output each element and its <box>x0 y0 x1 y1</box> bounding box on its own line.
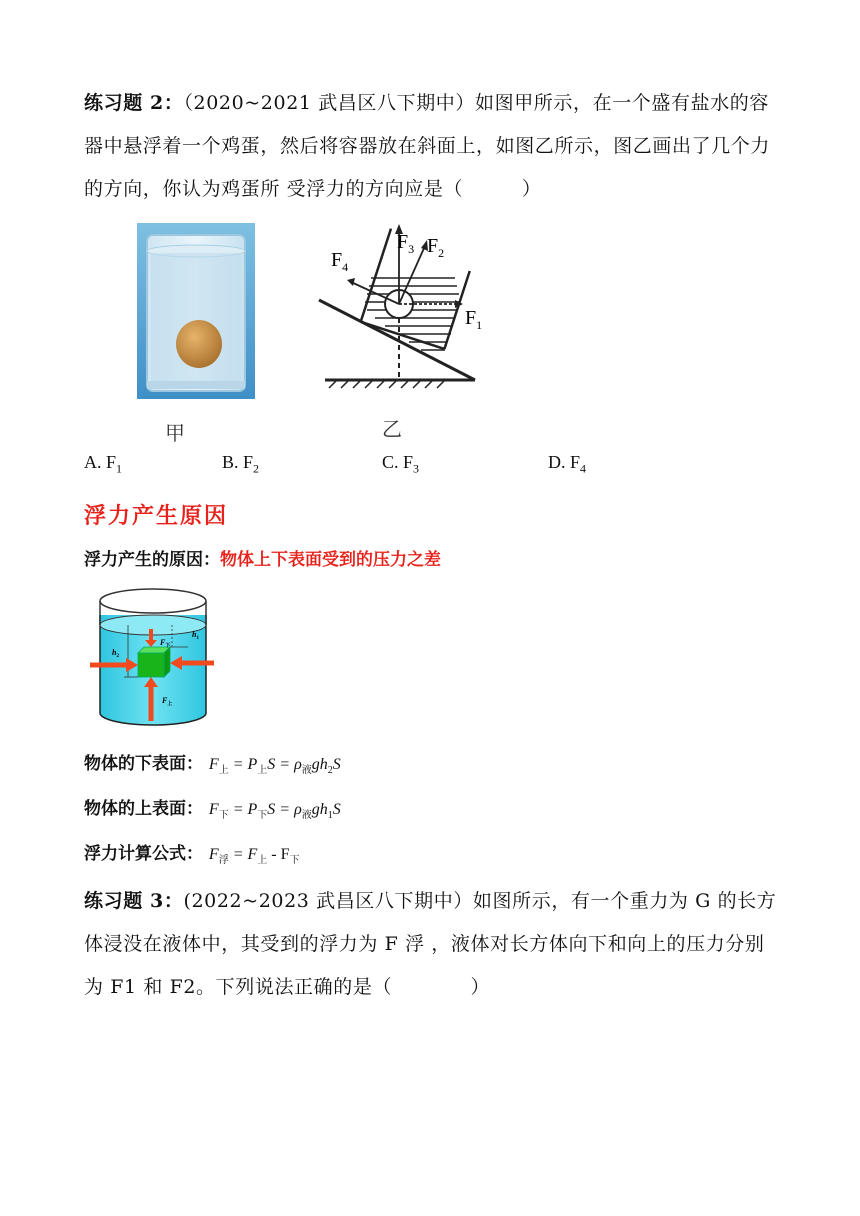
bottom-surface-label: 物体的下表面： <box>84 754 203 774</box>
option-b[interactable]: B. $F_2$ <box>222 452 260 476</box>
buoyancy-formula-line <box>84 840 300 875</box>
top-surface-formula: $F_下 = P_下S = \rho_液gh_1S$ <box>208 801 341 822</box>
section-heading: 浮力产生原因 <box>84 503 229 529</box>
buoyancy-formula: $F_浮 = F_上 - F_下$ <box>208 846 300 867</box>
figure-yi-label: 乙 <box>382 417 402 441</box>
exercise-3-paragraph <box>84 880 784 1009</box>
f3-label: $F_3$ <box>397 231 415 256</box>
top-surface-label: 物体的上表面： <box>84 799 203 819</box>
f2-label: $F_2$ <box>427 235 445 260</box>
bottom-surface-line <box>84 750 341 785</box>
f-down-label: $F_下$ <box>160 638 171 649</box>
exercise-2-label: 练习题 2： <box>84 92 184 114</box>
top-surface-line <box>84 795 341 830</box>
exercise-3-label: 练习题 3： <box>84 890 184 912</box>
buoyancy-formula-label: 浮力计算公式： <box>84 844 203 864</box>
h2-label: $h_2$ <box>112 648 119 659</box>
option-a[interactable]: A. $F_1$ <box>84 452 123 476</box>
cause-label: 浮力产生的原因： <box>84 550 220 570</box>
exercise-2-text: （2020~2021 武昌区八下期中）如图甲所示，在一个盛有盐水的容器中悬浮着一个鸡蛋，然后将容器放在斜面上，如图乙所示，图乙画出了几个力的方向，你认为鸡蛋所 受浮力的方向应是（ ） <box>84 92 771 200</box>
incline-forces-figure <box>305 220 485 390</box>
exercise-2-paragraph <box>84 82 784 211</box>
bottom-surface-formula: $F_上 = P_上S = \rho_液gh_2S$ <box>208 756 341 777</box>
exercise-3-text: (2022~2023 武昌区八下期中）如图所示，有一个重力为 G 的长方体浸没在液体中，其受到的浮力为 F 浮 ，液体对长方体向下和向上的压力分别为 F1 和 F2。下列说法正确的是（ ） <box>84 890 777 998</box>
pressure-cylinder-figure <box>88 585 218 730</box>
f-up-label: $F_上$ <box>162 696 173 707</box>
egg-beaker-figure <box>137 223 255 399</box>
option-d[interactable]: D. $F_4$ <box>548 452 587 476</box>
cause-text: 物体上下表面受到的压力之差 <box>220 550 441 570</box>
f1-label: $F_1$ <box>465 307 483 332</box>
option-c[interactable]: C. $F_3$ <box>382 452 420 476</box>
figure-jia-label: 甲 <box>165 421 185 445</box>
h1-label: $h_1$ <box>192 630 199 641</box>
cause-line <box>84 546 441 574</box>
f4-label: $F_4$ <box>331 249 349 274</box>
